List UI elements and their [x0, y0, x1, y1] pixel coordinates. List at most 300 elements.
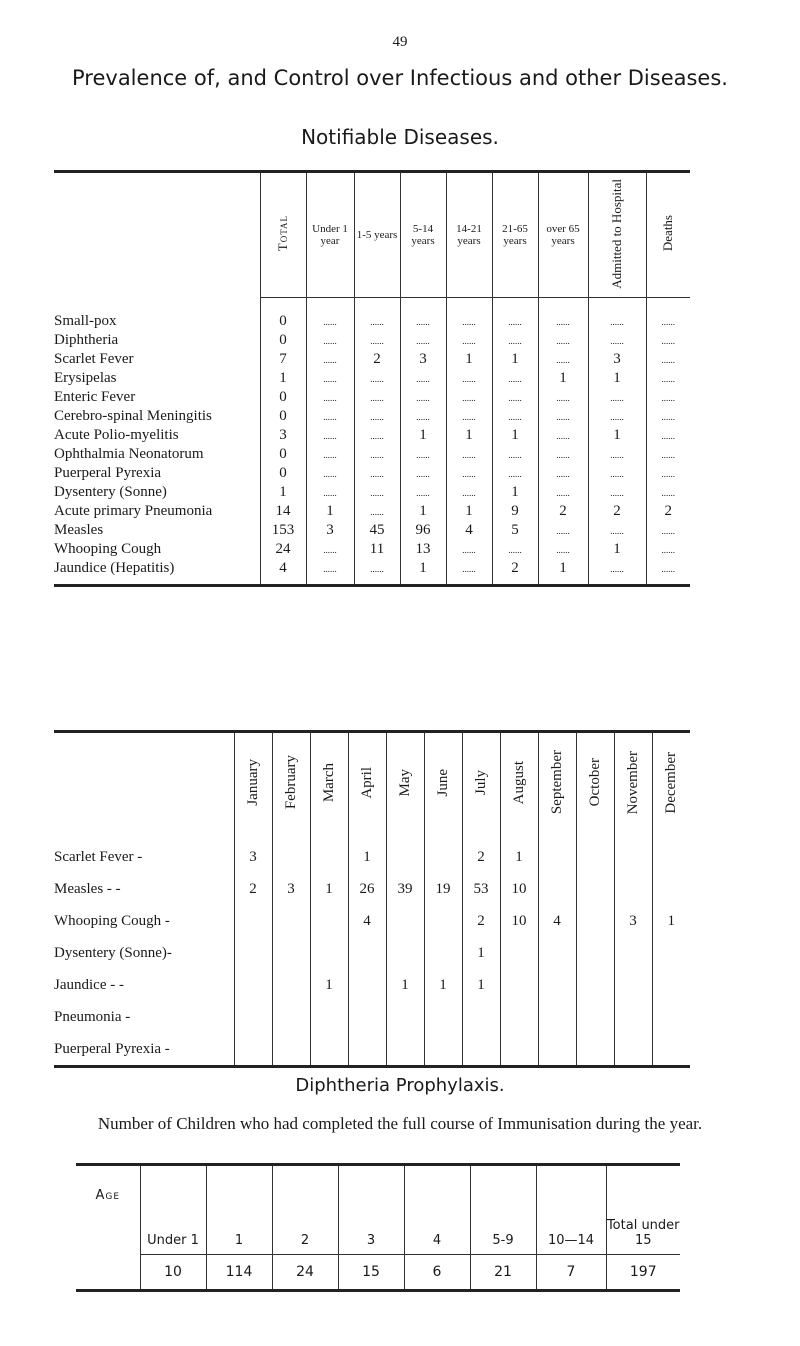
header-label: Deaths [660, 215, 676, 252]
table-cell: 0 [260, 331, 306, 350]
table-cell: 1 [500, 837, 538, 873]
table-cell [652, 969, 690, 1001]
disease-name: Measles - - [54, 880, 121, 897]
table-cell: 96 [400, 521, 446, 540]
table-cell: ...... [400, 445, 446, 464]
table-cell [500, 969, 538, 1001]
table-cell [576, 937, 614, 969]
table-cell: 0 [260, 445, 306, 464]
disease-name: Acute primary Pneumonia [54, 503, 213, 519]
table-cell [614, 1001, 652, 1033]
header-label: 21-65 years [502, 223, 528, 247]
disease-name: Ophthalmia Neonatorum [54, 446, 204, 462]
table-cell [386, 1033, 424, 1067]
table-cell [538, 969, 576, 1001]
table-cell: 21 [470, 1254, 536, 1290]
table-cell [424, 937, 462, 969]
table-cell: ...... [306, 350, 354, 369]
table-cell: ...... [492, 369, 538, 388]
immunisation-table [76, 1163, 680, 1292]
table-cell [576, 1001, 614, 1033]
table-cell: ...... [492, 407, 538, 426]
table-cell: ...... [306, 298, 354, 332]
table-row [54, 1033, 690, 1067]
disease-name: Acute Polio-myelitis [54, 427, 179, 443]
table-cell: 0 [260, 298, 306, 332]
month-label: October [586, 758, 603, 807]
disease-name: Diphtheria [54, 332, 119, 348]
age-header: Age [95, 1188, 121, 1203]
table-cell: 10 [140, 1254, 206, 1290]
table-cell: ...... [354, 502, 400, 521]
page-title: Prevalence of, and Control over Infectious and other Diseases. [72, 66, 728, 90]
table-row [54, 483, 690, 502]
month-label: September [548, 750, 565, 815]
month-header-february [272, 732, 310, 838]
table-cell: ...... [400, 407, 446, 426]
table-cell [234, 937, 272, 969]
table-cell [272, 905, 310, 937]
month-label: December [662, 751, 679, 814]
table-cell [538, 873, 576, 905]
table-cell [424, 837, 462, 873]
table-cell: ...... [306, 331, 354, 350]
table-cell [614, 837, 652, 873]
table-cell: ...... [446, 540, 492, 559]
header-1-5-years [354, 172, 400, 298]
table-cell [576, 969, 614, 1001]
table-cell: ...... [400, 464, 446, 483]
table-row [54, 873, 690, 905]
table-row [54, 1001, 690, 1033]
table-cell: 9 [492, 502, 538, 521]
table-cell: 13 [400, 540, 446, 559]
disease-name: Whooping Cough - [54, 912, 170, 929]
table-cell: 6 [404, 1254, 470, 1290]
table-cell: ...... [646, 540, 690, 559]
table-cell: 1 [588, 540, 646, 559]
table-cell: ...... [306, 464, 354, 483]
table-cell: 26 [348, 873, 386, 905]
header-label: Admitted to Hospital [609, 178, 624, 289]
table-cell: 1 [462, 969, 500, 1001]
table-cell: ...... [538, 298, 588, 332]
table-cell: ...... [446, 298, 492, 332]
table-cell: ...... [646, 445, 690, 464]
disease-name: Cerebro-spinal Meningitis [54, 408, 212, 424]
table-cell [348, 937, 386, 969]
table-cell [272, 1033, 310, 1067]
month-header-november [614, 732, 652, 838]
month-label: August [510, 760, 527, 805]
table-cell: 1 [446, 426, 492, 445]
header-5-14-years [400, 172, 446, 298]
table-cell: ...... [446, 369, 492, 388]
table-cell: 5 [492, 521, 538, 540]
table-cell: 24 [272, 1254, 338, 1290]
disease-name: Puerperal Pyrexia - [54, 1040, 170, 1057]
table-cell [386, 837, 424, 873]
table-cell: 1 [400, 426, 446, 445]
blank-header-cell [54, 172, 260, 298]
table-cell [652, 873, 690, 905]
age-group-header: 3 [338, 1165, 404, 1255]
table-cell: 1 [492, 426, 538, 445]
table-cell: 1 [492, 350, 538, 369]
table-cell: ...... [446, 483, 492, 502]
table-cell [424, 905, 462, 937]
table-row [54, 559, 690, 586]
table-cell: ...... [306, 445, 354, 464]
month-header-july [462, 732, 500, 838]
table-cell: 1 [400, 502, 446, 521]
table-cell [424, 1001, 462, 1033]
table-cell: ...... [354, 483, 400, 502]
table-row [54, 969, 690, 1001]
table-cell: ...... [446, 559, 492, 586]
table-cell: 2 [538, 502, 588, 521]
age-row-label [76, 1254, 140, 1290]
month-header-june [424, 732, 462, 838]
table-row [54, 937, 690, 969]
table-row [54, 369, 690, 388]
disease-name: Measles [54, 522, 104, 538]
table-cell: 53 [462, 873, 500, 905]
disease-name: Scarlet Fever - [54, 848, 143, 865]
table-cell: ...... [646, 388, 690, 407]
table-row [54, 837, 690, 873]
table-cell: ...... [400, 369, 446, 388]
disease-name: Jaundice (Hepatitis) [54, 560, 175, 576]
header-label: 5-14 years [411, 223, 435, 247]
table-cell [272, 937, 310, 969]
table-cell: ...... [354, 407, 400, 426]
table-cell: ...... [646, 483, 690, 502]
table-cell [614, 873, 652, 905]
table-row [54, 426, 690, 445]
table-cell: 1 [386, 969, 424, 1001]
table-cell: ...... [538, 464, 588, 483]
table-cell: ...... [492, 540, 538, 559]
month-label: March [320, 762, 337, 803]
table-cell [576, 1033, 614, 1067]
table-cell: 3 [588, 350, 646, 369]
table-cell [576, 837, 614, 873]
table-cell: 1 [260, 483, 306, 502]
table-cell: 15 [338, 1254, 404, 1290]
table-cell: ...... [306, 559, 354, 586]
table-cell: 4 [260, 559, 306, 586]
header-label: 1-5 years [356, 229, 398, 241]
table-cell: ...... [588, 445, 646, 464]
table-cell [348, 1001, 386, 1033]
table-cell [652, 1033, 690, 1067]
table-cell [462, 1033, 500, 1067]
table-cell: ...... [538, 445, 588, 464]
table-cell: ...... [538, 521, 588, 540]
table-cell [310, 1001, 348, 1033]
disease-name: Dysentery (Sonne) [54, 484, 167, 500]
table-cell: 39 [386, 873, 424, 905]
table-cell [272, 969, 310, 1001]
table-cell: ...... [646, 464, 690, 483]
table-cell [272, 1001, 310, 1033]
month-label: July [472, 769, 489, 795]
table-cell: 1 [400, 559, 446, 586]
age-group-header: 10—14 [536, 1165, 606, 1255]
age-group-header: 2 [272, 1165, 338, 1255]
table-cell [310, 905, 348, 937]
table-cell: 2 [492, 559, 538, 586]
table-row [54, 464, 690, 483]
page-subtitle: Notifiable Diseases. [301, 125, 499, 149]
table-cell: 1 [492, 483, 538, 502]
table-cell: 10 [500, 873, 538, 905]
table-cell: 7 [536, 1254, 606, 1290]
table-cell: ...... [646, 559, 690, 586]
table-cell: 2 [354, 350, 400, 369]
table-cell: 0 [260, 388, 306, 407]
header-label: Total [275, 215, 290, 252]
blank-header-cell [54, 732, 234, 838]
table-cell: 1 [652, 905, 690, 937]
table-cell: ...... [492, 388, 538, 407]
table-cell: ...... [354, 445, 400, 464]
table-cell: 4 [446, 521, 492, 540]
table-cell [348, 969, 386, 1001]
age-group-header: 5-9 [470, 1165, 536, 1255]
table-cell: ...... [306, 407, 354, 426]
table-cell [386, 1001, 424, 1033]
month-header-may [386, 732, 424, 838]
table-cell: ...... [538, 540, 588, 559]
table-cell: 2 [646, 502, 690, 521]
disease-name: Puerperal Pyrexia [54, 465, 162, 481]
table-cell: ...... [492, 445, 538, 464]
table-cell: ...... [446, 331, 492, 350]
table-cell: ...... [306, 540, 354, 559]
section-title: Diphtheria Prophylaxis. [295, 1075, 505, 1096]
age-group-header: 4 [404, 1165, 470, 1255]
table-cell: ...... [492, 464, 538, 483]
table-cell: 1 [310, 873, 348, 905]
table-row [54, 388, 690, 407]
table-row [54, 540, 690, 559]
table-cell [614, 937, 652, 969]
table-cell: 11 [354, 540, 400, 559]
table-cell: ...... [588, 464, 646, 483]
table-cell: 1 [446, 502, 492, 521]
table-cell: 1 [446, 350, 492, 369]
table-cell: 1 [462, 937, 500, 969]
table-cell: ...... [538, 331, 588, 350]
table-cell: ...... [400, 331, 446, 350]
table-cell: 24 [260, 540, 306, 559]
table-cell: 1 [260, 369, 306, 388]
disease-name: Pneumonia - [54, 1008, 131, 1025]
table-cell [538, 837, 576, 873]
table-cell [234, 1033, 272, 1067]
table-cell: ...... [538, 426, 588, 445]
table-cell: ...... [492, 298, 538, 332]
header-under-1-year [306, 172, 354, 298]
disease-name: Enteric Fever [54, 389, 136, 405]
table-cell: ...... [306, 483, 354, 502]
disease-name: Whooping Cough [54, 541, 162, 557]
table-cell: 197 [606, 1254, 680, 1290]
table-cell: ...... [588, 483, 646, 502]
table-cell [386, 905, 424, 937]
table-cell [272, 837, 310, 873]
table-cell [234, 969, 272, 1001]
header-admitted-to-hospital [588, 172, 646, 298]
table-cell: ...... [588, 388, 646, 407]
month-label: April [358, 766, 375, 799]
table-row [54, 905, 690, 937]
table-cell: 3 [306, 521, 354, 540]
table-row [54, 350, 690, 369]
table-cell: ...... [354, 388, 400, 407]
table-cell: ...... [588, 559, 646, 586]
table-cell: ...... [400, 388, 446, 407]
table-cell: 4 [348, 905, 386, 937]
table-cell [576, 905, 614, 937]
table-cell [310, 1033, 348, 1067]
table-cell [500, 1033, 538, 1067]
table-cell: ...... [400, 483, 446, 502]
table-cell: ...... [306, 388, 354, 407]
table-cell: 1 [348, 837, 386, 873]
table-cell: 2 [234, 873, 272, 905]
table-cell: ...... [538, 407, 588, 426]
table-cell: 3 [234, 837, 272, 873]
table-cell: 3 [614, 905, 652, 937]
table-cell: 45 [354, 521, 400, 540]
table-cell: ...... [538, 388, 588, 407]
table-cell: 1 [538, 369, 588, 388]
table-cell [652, 1001, 690, 1033]
disease-name: Dysentery (Sonne)- [54, 944, 172, 961]
month-header-december [652, 732, 690, 838]
header-label: 14-21 years [456, 223, 482, 247]
table-cell: 153 [260, 521, 306, 540]
table-cell: ...... [446, 464, 492, 483]
table-cell: 10 [500, 905, 538, 937]
table-row [54, 521, 690, 540]
table-cell [310, 937, 348, 969]
table-cell: ...... [646, 407, 690, 426]
table-cell [348, 1033, 386, 1067]
table-cell: 114 [206, 1254, 272, 1290]
month-header-march [310, 732, 348, 838]
disease-name: Scarlet Fever [54, 351, 134, 367]
month-header-october [576, 732, 614, 838]
table-cell: ...... [354, 426, 400, 445]
notifiable-diseases-table [54, 170, 690, 587]
header-over-65-years [538, 172, 588, 298]
table-cell [500, 937, 538, 969]
month-label: January [244, 759, 261, 806]
monthly-cases-table [54, 730, 690, 1068]
table-cell: 2 [462, 837, 500, 873]
table-cell: ...... [588, 331, 646, 350]
table-cell [614, 969, 652, 1001]
table-cell: 14 [260, 502, 306, 521]
month-header-january [234, 732, 272, 838]
page-number: 49 [392, 34, 408, 50]
table-cell: ...... [588, 407, 646, 426]
disease-name: Small-pox [54, 312, 117, 329]
table-cell [234, 905, 272, 937]
table-cell: ...... [354, 464, 400, 483]
table-cell [234, 1001, 272, 1033]
table-cell: ...... [492, 331, 538, 350]
table-cell: ...... [354, 559, 400, 586]
table-cell: ...... [588, 521, 646, 540]
header-label: over 65 years [546, 223, 580, 247]
header-21-65-years [492, 172, 538, 298]
table-cell [538, 1001, 576, 1033]
table-cell: 19 [424, 873, 462, 905]
table-row [54, 445, 690, 464]
table-cell [424, 1033, 462, 1067]
table-cell: 2 [462, 905, 500, 937]
table-cell: 3 [260, 426, 306, 445]
age-group-header: Under 1 [140, 1165, 206, 1255]
table-cell: ...... [646, 369, 690, 388]
header-deaths [646, 172, 690, 298]
table-cell: ...... [646, 426, 690, 445]
month-label: May [396, 768, 413, 797]
table-cell: 3 [400, 350, 446, 369]
table-cell: 1 [588, 426, 646, 445]
table-cell: ...... [646, 350, 690, 369]
header-label: Under 1 year [312, 223, 348, 247]
table-row [54, 407, 690, 426]
table-cell: ...... [588, 298, 646, 332]
table-cell: 2 [588, 502, 646, 521]
table-cell: ...... [446, 388, 492, 407]
table-cell [538, 937, 576, 969]
table-cell [614, 1033, 652, 1067]
month-label: June [434, 768, 451, 797]
table-row [54, 502, 690, 521]
table-cell: 3 [272, 873, 310, 905]
table-cell: 1 [588, 369, 646, 388]
table-cell [500, 1001, 538, 1033]
table-cell: ...... [646, 521, 690, 540]
header-total [260, 172, 306, 298]
table-cell: 1 [306, 502, 354, 521]
disease-name: Jaundice - - [54, 976, 124, 993]
table-cell [310, 837, 348, 873]
table-cell: ...... [538, 350, 588, 369]
table-cell: 7 [260, 350, 306, 369]
table-cell: ...... [354, 331, 400, 350]
table-row [54, 331, 690, 350]
table-cell: ...... [306, 369, 354, 388]
table-cell: ...... [354, 369, 400, 388]
disease-name: Erysipelas [54, 370, 117, 386]
table-cell [386, 937, 424, 969]
table-cell: 4 [538, 905, 576, 937]
table-cell: ...... [354, 298, 400, 332]
month-header-august [500, 732, 538, 838]
table-cell: 1 [538, 559, 588, 586]
table-cell: ...... [400, 298, 446, 332]
table-cell: 0 [260, 407, 306, 426]
table-cell: 1 [424, 969, 462, 1001]
